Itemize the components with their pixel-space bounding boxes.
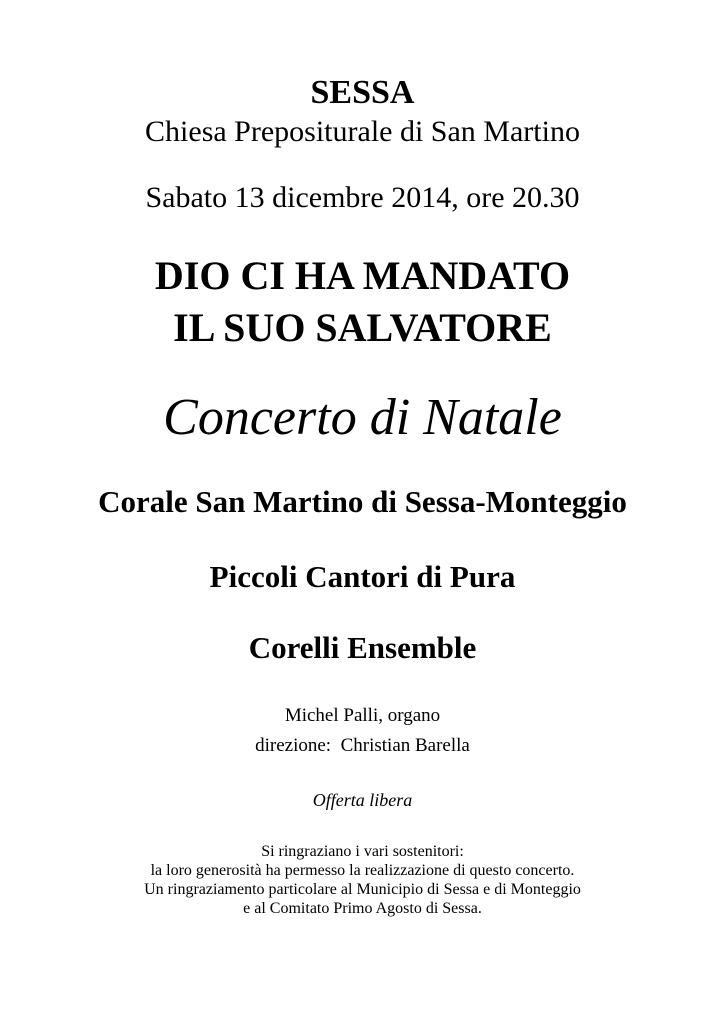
event-datetime: Sabato 13 dicembre 2014, ore 20.30	[145, 181, 580, 214]
venue-name: Chiesa Prepositurale di San Martino	[145, 115, 580, 148]
title-line-1: DIO CI HA MANDATO	[154, 253, 571, 298]
performer-children-choir: Piccoli Cantori di Pura	[209, 559, 516, 594]
thanks-line: e al Comitato Primo Agosto di Sessa.	[243, 900, 482, 917]
concert-subtitle: Concerto di Natale	[163, 389, 562, 446]
thanks-line: Si ringraziano i vari sostenitori:	[261, 843, 464, 860]
acknowledgements	[0, 842, 725, 918]
performer-ensemble: Corelli Ensemble	[248, 630, 477, 665]
performer-choir: Corale San Martino di Sessa-Monteggio	[98, 484, 627, 519]
town-heading: SESSA	[310, 74, 415, 111]
thanks-line: Un ringraziamento particolare al Municipio di Sessa e di Monteggio	[144, 881, 581, 898]
thanks-line: la loro generosità ha permesso la realizzazione di questo concerto.	[150, 862, 575, 879]
offer-note: Offerta libera	[312, 790, 413, 810]
title-line-2: IL SUO SALVATORE	[173, 305, 552, 350]
organist-credit: Michel Palli, organo	[284, 705, 441, 726]
conductor-credit: direzione: Christian Barella	[255, 735, 470, 756]
